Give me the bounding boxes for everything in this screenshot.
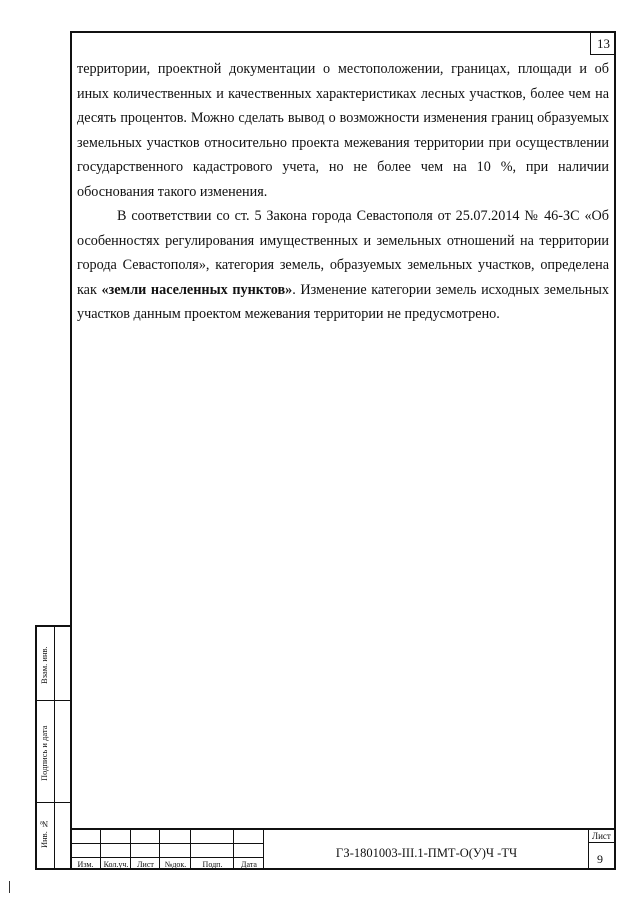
page-number: 13 bbox=[590, 33, 616, 55]
tb-label-list: Лист bbox=[137, 860, 154, 869]
title-block bbox=[70, 828, 616, 870]
document-body bbox=[77, 57, 609, 327]
inv-no-label: Инв. № bbox=[39, 819, 49, 849]
paragraph-1: территории, проектной документации о местоположении, границах, площади и об иных количественных и качественных характеристиках лесных участков, более чем на десять процентов. Можно сделать вывод о возможности изменения границ образуемых земельных участков относительно проекта межевания территории при осуществлении государственного кадастрового учета, но не более чем на 10 %, при наличии обоснования такого изменения. bbox=[77, 61, 609, 200]
podpis-data-label: Подпись и дата bbox=[39, 725, 49, 781]
tb-row-line bbox=[70, 843, 264, 844]
tb-label-podp: Подп. bbox=[202, 860, 223, 869]
scan-mark bbox=[9, 881, 10, 893]
side-row-line bbox=[37, 802, 70, 803]
paragraph-2-start: В соответствии со ст. 5 Закона города Севастополя от 25.07.2014 № 46-ЗС «Об особенностях регулирования имущественных и земельных отношений на территории города Севастополя», категория земель, образуемых земельных участков, определена как bbox=[77, 208, 609, 298]
land-category-bold: «земли населенных пунктов» bbox=[101, 281, 293, 298]
sheet-number: 9 bbox=[597, 852, 603, 866]
tb-row-line bbox=[70, 857, 264, 858]
document-code: ГЗ-1801003-III.1-ПМТ-О(У)Ч -ТЧ bbox=[335, 846, 518, 860]
side-stamp bbox=[35, 625, 70, 870]
tb-label-data: Дата bbox=[241, 860, 257, 869]
sheet-label: Лист bbox=[592, 831, 611, 841]
tb-label-izm: Изм. bbox=[77, 860, 94, 869]
tb-sheet-line bbox=[589, 842, 616, 843]
side-row-line bbox=[37, 700, 70, 701]
vzam-inv-label: Взам. инв. bbox=[39, 646, 49, 684]
side-divider bbox=[54, 627, 55, 868]
tb-label-ndok: №док. bbox=[164, 860, 187, 869]
tb-label-kol: Кол.уч. bbox=[103, 860, 129, 869]
paragraph-2-end: . Изменение категории земель исходных земельных участков данным проектом межевания территории не предусмотрено. bbox=[77, 281, 609, 322]
paragraph-2 bbox=[77, 204, 609, 327]
